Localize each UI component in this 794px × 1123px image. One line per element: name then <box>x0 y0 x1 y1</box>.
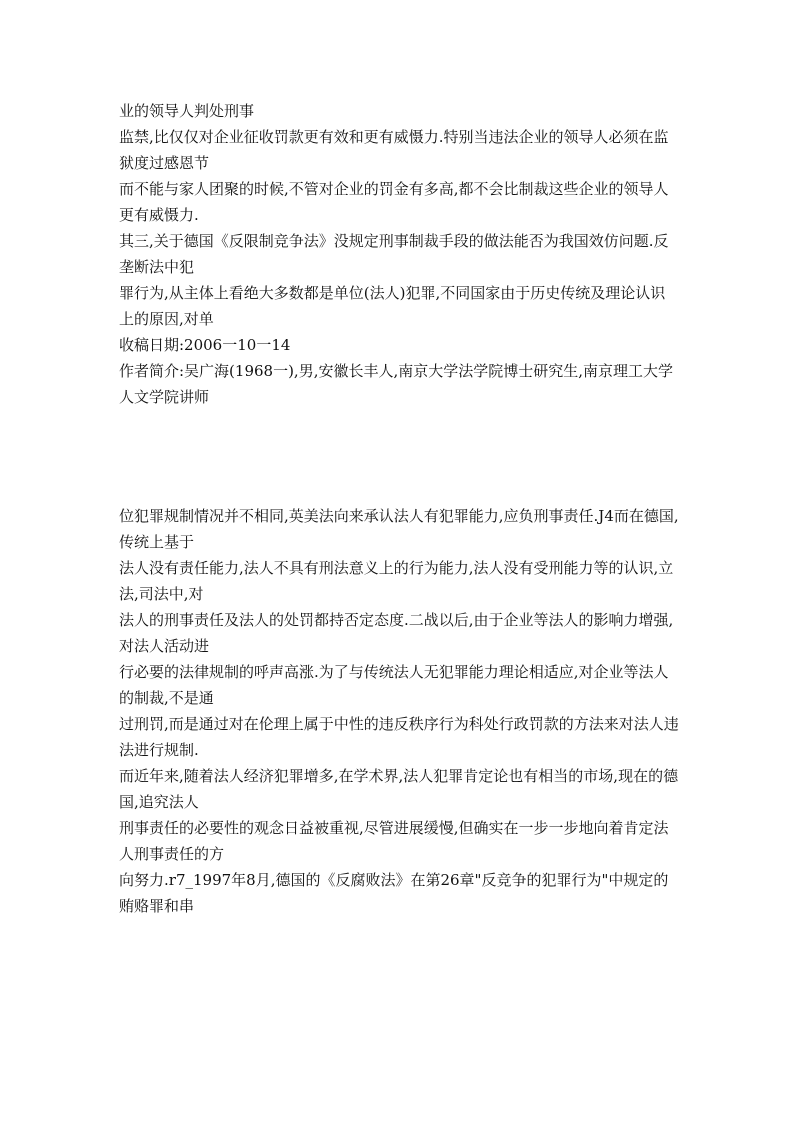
author-bio: 作者简介:吴广海(1968一),男,安徽长丰人,南京大学法学院博士研究生,南京理工大学人文学院讲师 <box>119 362 674 406</box>
paragraph: 向努力.r7_1997年8月,德国的《反腐败法》在第26章"反竞争的犯罪行为"中规定的贿赂罪和串 <box>119 871 669 915</box>
paragraph: 法人没有责任能力,法人不具有刑法意义上的行为能力,法人没有受刑能力等的认识,立法,司法中,对 <box>119 559 674 603</box>
paragraph: 位犯罪规制情况并不相同,英美法向来承认法人有犯罪能力,应负刑事责任.J4而在德国,传统上基于 <box>119 507 679 551</box>
paragraph: 监禁,比仅仅对企业征收罚款更有效和更有威慑力.特别当违法企业的领导人必须在监狱度过感恩节 <box>119 128 669 172</box>
paragraph: 业的领导人判处刑事 <box>119 102 255 120</box>
paragraph: 行必要的法律规制的呼声高涨.为了与传统法人无犯罪能力理论相适应,对企业等法人的制裁,不是通 <box>119 663 669 707</box>
paragraph: 罪行为,从主体上看绝大多数都是单位(法人)犯罪,不同国家由于历史传统及理论认识上的原因,对单 <box>119 284 666 328</box>
paragraph: 法人的刑事责任及法人的处罚都持否定态度.二战以后,由于企业等法人的影响力增强,对法人活动进 <box>119 611 674 655</box>
upper-text-block <box>119 98 679 410</box>
paragraph: 而不能与家人团聚的时候,不管对企业的罚金有多高,都不会比制裁这些企业的领导人更有威慑力. <box>119 180 669 224</box>
paragraph: 过刑罚,而是通过对在伦理上属于中性的违反秩序行为科处行政罚款的方法来对法人违法进行规制. <box>119 715 679 759</box>
received-date: 收稿日期:2006一10一14 <box>119 336 291 354</box>
paragraph: 刑事责任的必要性的观念日益被重视,尽管进展缓慢,但确实在一步一步地向着肯定法人刑事责任的方 <box>119 819 669 863</box>
lower-text-block <box>119 503 679 919</box>
paragraph: 而近年来,随着法人经济犯罪增多,在学术界,法人犯罪肯定论也有相当的市场,现在的德国,追究法人 <box>119 767 679 811</box>
paragraph: 其三,关于德国《反限制竞争法》没规定刑事制裁手段的做法能否为我国效仿问题.反垄断法中犯 <box>119 232 669 276</box>
